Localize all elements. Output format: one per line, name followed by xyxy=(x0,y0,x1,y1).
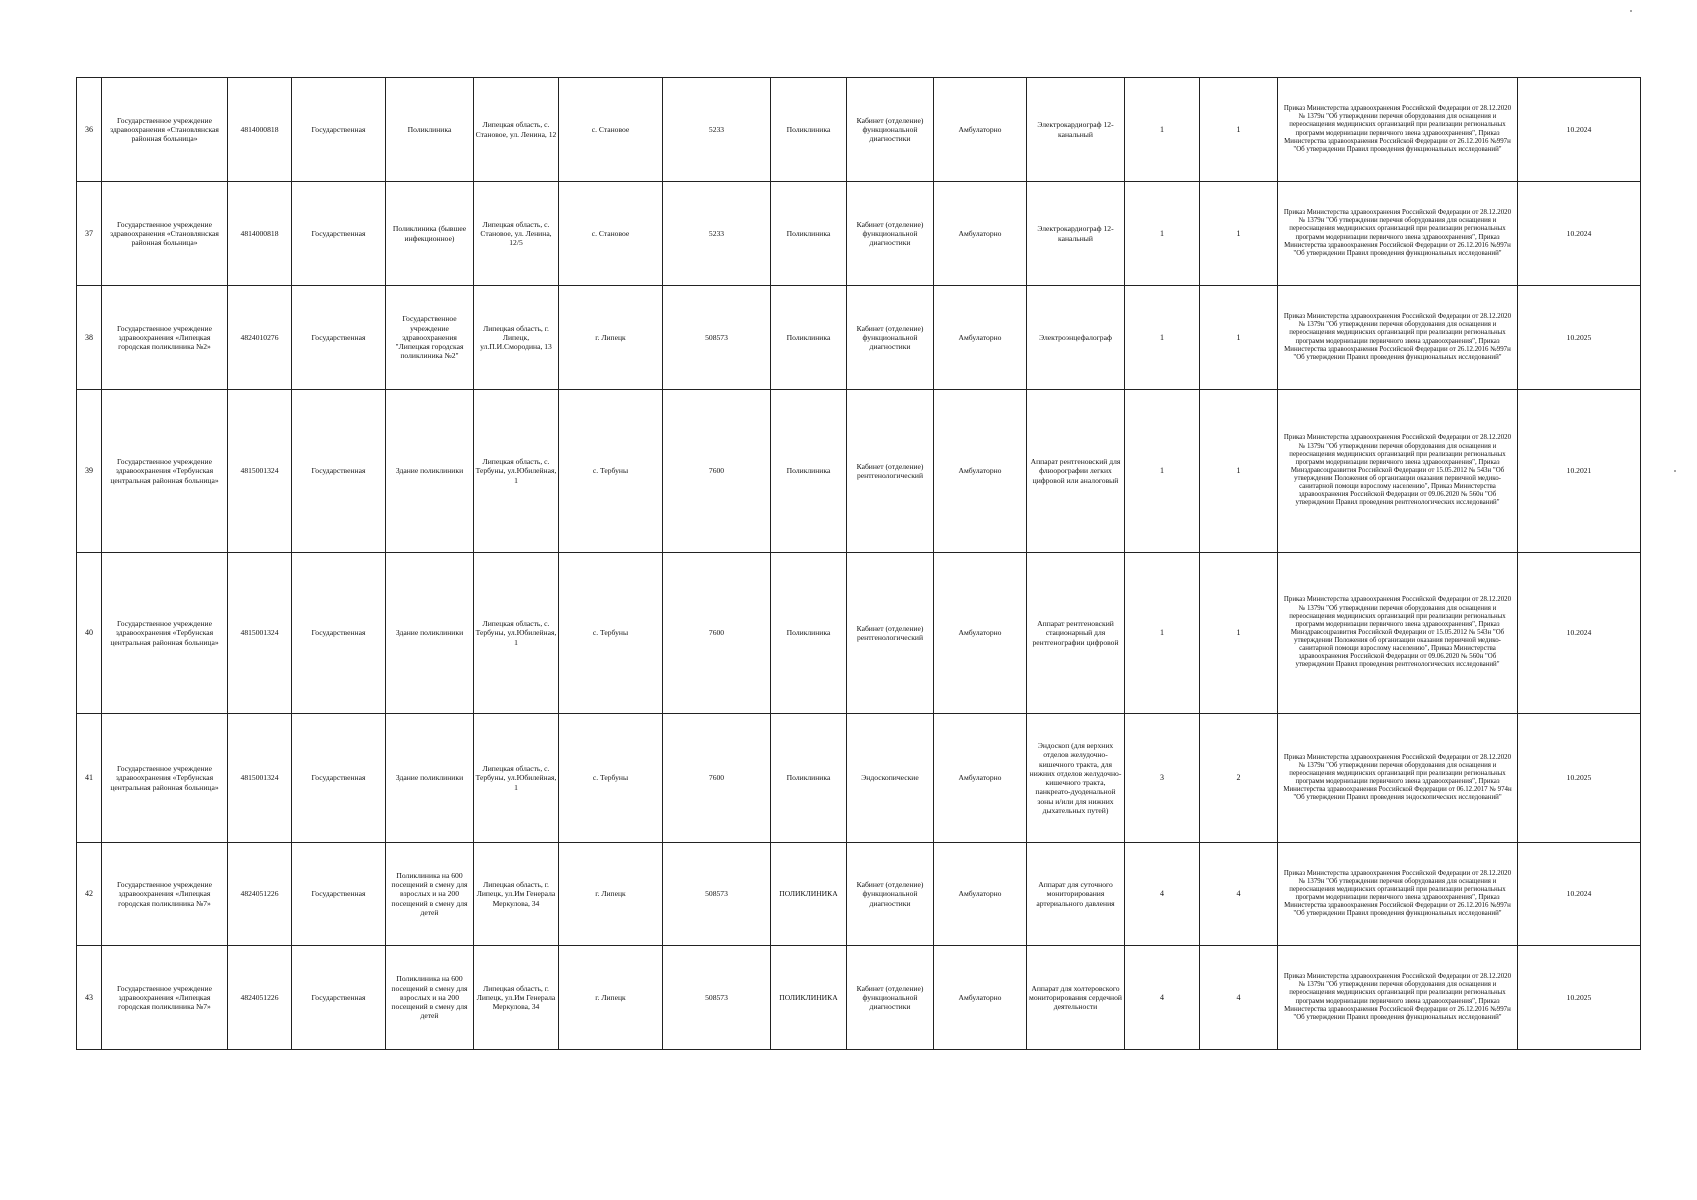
table-row xyxy=(77,78,1641,182)
care-conditions: Амбулаторно xyxy=(934,553,1027,714)
scan-speck xyxy=(1630,10,1632,12)
organization-name: Государственное учреждение здравоохранения «Становлянская районная больница» xyxy=(102,182,228,286)
row-number: 39 xyxy=(77,390,102,553)
settlement: с. Тербуны xyxy=(559,553,663,714)
organization-name: Государственное учреждение здравоохранения «Липецкая городская поликлиника №7» xyxy=(102,946,228,1050)
cabinet: Кабинет (отделение) функциональной диагностики xyxy=(847,286,934,390)
equipment-name: Аппарат для суточного мониторирования артериального давления xyxy=(1027,843,1125,946)
table-row xyxy=(77,946,1641,1050)
building-name: Поликлиника xyxy=(386,78,474,182)
cabinet: Кабинет (отделение) функциональной диагностики xyxy=(847,78,934,182)
row-number: 43 xyxy=(77,946,102,1050)
facility-type: Поликлиника xyxy=(771,714,847,843)
row-number: 40 xyxy=(77,553,102,714)
quantity-required: 4 xyxy=(1125,946,1200,1050)
quantity-planned: 4 xyxy=(1200,946,1278,1050)
quantity-required: 1 xyxy=(1125,182,1200,286)
ownership-form: Государственная xyxy=(292,714,386,843)
legal-basis: Приказ Министерства здравоохранения Российской Федерации от 28.12.2020 № 1379н "Об утверждении перечня оборудования для оснащения и переоснащения медицинских организаций при реализации региональных программ модернизации первичного звена здравоохранения", Приказ Министерства здравоохранения Российской Федерации от 26.12.2016 №997н "Об утверждении Правил проведения функциональных исследований" xyxy=(1278,78,1518,182)
organization-code: 4815001324 xyxy=(228,553,292,714)
care-conditions: Амбулаторно xyxy=(934,946,1027,1050)
row-number: 42 xyxy=(77,843,102,946)
organization-name: Государственное учреждение здравоохранения «Становлянская районная больница» xyxy=(102,78,228,182)
ownership-form: Государственная xyxy=(292,946,386,1050)
table-row xyxy=(77,714,1641,843)
facility-type: Поликлиника xyxy=(771,390,847,553)
delivery-date: 10.2025 xyxy=(1518,946,1641,1050)
settlement: с. Становое xyxy=(559,182,663,286)
row-number: 41 xyxy=(77,714,102,843)
organization-name: Государственное учреждение здравоохранения «Липецкая городская поликлиника №7» xyxy=(102,843,228,946)
scan-speck xyxy=(1674,470,1676,472)
ownership-form: Государственная xyxy=(292,553,386,714)
ownership-form: Государственная xyxy=(292,182,386,286)
organization-code: 4824010276 xyxy=(228,286,292,390)
equipment-name: Электрокардиограф 12-канальный xyxy=(1027,78,1125,182)
table-row xyxy=(77,182,1641,286)
quantity-planned: 1 xyxy=(1200,553,1278,714)
equipment-name: Электроэнцефалограф xyxy=(1027,286,1125,390)
building-name: Здание поликлиники xyxy=(386,553,474,714)
row-number: 38 xyxy=(77,286,102,390)
legal-basis: Приказ Министерства здравоохранения Российской Федерации от 28.12.2020 № 1379н "Об утверждении перечня оборудования для оснащения и переоснащения медицинских организаций при реализации региональных программ модернизации первичного звена здравоохранения", Приказ Министерства здравоохранения Российской Федерации от 26.12.2016 №997н "Об утверждении Правил проведения функциональных исследований" xyxy=(1278,946,1518,1050)
building-name: Здание поликлиники xyxy=(386,714,474,843)
cabinet: Эндоскопические xyxy=(847,714,934,843)
row-number: 36 xyxy=(77,78,102,182)
row-number: 37 xyxy=(77,182,102,286)
quantity-planned: 1 xyxy=(1200,78,1278,182)
quantity-required: 1 xyxy=(1125,553,1200,714)
facility-type: Поликлиника xyxy=(771,182,847,286)
facility-type: Поликлиника xyxy=(771,553,847,714)
population: 7600 xyxy=(663,714,771,843)
equipment-name: Электрокардиограф 12-канальный xyxy=(1027,182,1125,286)
address: Липецкая область, г. Липецк, ул.П.И.Смородина, 13 xyxy=(474,286,559,390)
address: Липецкая область, с. Тербуны, ул.Юбилейная, 1 xyxy=(474,553,559,714)
address: Липецкая область, с. Становое, ул. Ленина, 12/5 xyxy=(474,182,559,286)
ownership-form: Государственная xyxy=(292,286,386,390)
cabinet: Кабинет (отделение) рентгенологический xyxy=(847,390,934,553)
population: 7600 xyxy=(663,390,771,553)
facility-type: ПОЛИКЛИНИКА xyxy=(771,843,847,946)
settlement: с. Тербуны xyxy=(559,714,663,843)
quantity-planned: 1 xyxy=(1200,182,1278,286)
building-name: Поликлиника на 600 посещений в смену для взрослых и на 200 посещений в смену для детей xyxy=(386,843,474,946)
population: 5233 xyxy=(663,182,771,286)
building-name: Здание поликлиники xyxy=(386,390,474,553)
ownership-form: Государственная xyxy=(292,843,386,946)
population: 508573 xyxy=(663,946,771,1050)
equipment-register-table xyxy=(76,77,1641,1050)
delivery-date: 10.2024 xyxy=(1518,78,1641,182)
organization-name: Государственное учреждение здравоохранения «Тербунская центральная районная больница» xyxy=(102,714,228,843)
facility-type: ПОЛИКЛИНИКА xyxy=(771,946,847,1050)
population: 7600 xyxy=(663,553,771,714)
equipment-name: Аппарат рентгеновский стационарный для рентгенографии цифровой xyxy=(1027,553,1125,714)
facility-type: Поликлиника xyxy=(771,78,847,182)
organization-code: 4815001324 xyxy=(228,390,292,553)
organization-name: Государственное учреждение здравоохранения «Тербунская центральная районная больница» xyxy=(102,553,228,714)
legal-basis: Приказ Министерства здравоохранения Российской Федерации от 28.12.2020 № 1379н "Об утверждении перечня оборудования для оснащения и переоснащения медицинских организаций при реализации региональных программ модернизации первичного звена здравоохранения", Приказ Министерства здравоохранения Российской Федерации от 06.12.2017 № 974н "Об утверждении Правил проведения эндоскопических исследований" xyxy=(1278,714,1518,843)
quantity-required: 4 xyxy=(1125,843,1200,946)
quantity-required: 1 xyxy=(1125,390,1200,553)
cabinet: Кабинет (отделение) функциональной диагностики xyxy=(847,946,934,1050)
organization-code: 4814000818 xyxy=(228,182,292,286)
cabinet: Кабинет (отделение) функциональной диагностики xyxy=(847,843,934,946)
settlement: г. Липецк xyxy=(559,843,663,946)
building-name: Поликлиника на 600 посещений в смену для взрослых и на 200 посещений в смену для детей xyxy=(386,946,474,1050)
population: 508573 xyxy=(663,286,771,390)
care-conditions: Амбулаторно xyxy=(934,390,1027,553)
quantity-required: 3 xyxy=(1125,714,1200,843)
building-name: Поликлиника (бывшее инфекционное) xyxy=(386,182,474,286)
ownership-form: Государственная xyxy=(292,390,386,553)
quantity-required: 1 xyxy=(1125,286,1200,390)
organization-name: Государственное учреждение здравоохранения «Тербунская центральная районная больница» xyxy=(102,390,228,553)
care-conditions: Амбулаторно xyxy=(934,714,1027,843)
delivery-date: 10.2021 xyxy=(1518,390,1641,553)
settlement: г. Липецк xyxy=(559,946,663,1050)
delivery-date: 10.2024 xyxy=(1518,553,1641,714)
ownership-form: Государственная xyxy=(292,78,386,182)
table-row xyxy=(77,286,1641,390)
equipment-name: Эндоскоп (для верхних отделов желудочно-кишечного тракта, для нижних отделов желудочно-кишечного тракта, панкреато-дуоденальной зоны и/или для нижних дыхательных путей) xyxy=(1027,714,1125,843)
building-name: Государственное учреждение здравоохранения "Липецкая городская поликлиника №2" xyxy=(386,286,474,390)
quantity-planned: 1 xyxy=(1200,390,1278,553)
table-row xyxy=(77,553,1641,714)
table-row xyxy=(77,390,1641,553)
quantity-required: 1 xyxy=(1125,78,1200,182)
care-conditions: Амбулаторно xyxy=(934,78,1027,182)
settlement: с. Становое xyxy=(559,78,663,182)
organization-code: 4824051226 xyxy=(228,843,292,946)
legal-basis: Приказ Министерства здравоохранения Российской Федерации от 28.12.2020 № 1379н "Об утверждении перечня оборудования для оснащения и переоснащения медицинских организаций при реализации региональных программ модернизации первичного звена здравоохранения", Приказ Минздравсоцразвития Российской Федерации от 15.05.2012 № 543н "Об утверждении Положения об организации оказания первичной медико-санитарной помощи взрослому населению", Приказ Министерства здравоохранения Российской Федерации от 09.06.2020 № 560н "Об утверждении Правил проведения рентгенологических исследований" xyxy=(1278,553,1518,714)
care-conditions: Амбулаторно xyxy=(934,286,1027,390)
population: 508573 xyxy=(663,843,771,946)
organization-code: 4814000818 xyxy=(228,78,292,182)
equipment-name: Аппарат для холтеровского мониторирования сердечной деятельности xyxy=(1027,946,1125,1050)
legal-basis: Приказ Министерства здравоохранения Российской Федерации от 28.12.2020 № 1379н "Об утверждении перечня оборудования для оснащения и переоснащения медицинских организаций при реализации региональных программ модернизации первичного звена здравоохранения", Приказ Министерства здравоохранения Российской Федерации от 26.12.2016 №997н "Об утверждении Правил проведения функциональных исследований" xyxy=(1278,286,1518,390)
legal-basis: Приказ Министерства здравоохранения Российской Федерации от 28.12.2020 № 1379н "Об утверждении перечня оборудования для оснащения и переоснащения медицинских организаций при реализации региональных программ модернизации первичного звена здравоохранения", Приказ Министерства здравоохранения Российской Федерации от 26.12.2016 №997н "Об утверждении Правил проведения функциональных исследований" xyxy=(1278,182,1518,286)
cabinet: Кабинет (отделение) рентгенологический xyxy=(847,553,934,714)
address: Липецкая область, с. Тербуны, ул.Юбилейная, 1 xyxy=(474,390,559,553)
address: Липецкая область, г. Липецк, ул.Им Генерала Меркулова, 34 xyxy=(474,946,559,1050)
address: Липецкая область, с. Тербуны, ул.Юбилейная, 1 xyxy=(474,714,559,843)
population: 5233 xyxy=(663,78,771,182)
delivery-date: 10.2025 xyxy=(1518,286,1641,390)
legal-basis: Приказ Министерства здравоохранения Российской Федерации от 28.12.2020 № 1379н "Об утверждении перечня оборудования для оснащения и переоснащения медицинских организаций при реализации региональных программ модернизации первичного звена здравоохранения", Приказ Министерства здравоохранения Российской Федерации от 26.12.2016 №997н "Об утверждении Правил проведения функциональных исследований" xyxy=(1278,843,1518,946)
delivery-date: 10.2025 xyxy=(1518,714,1641,843)
care-conditions: Амбулаторно xyxy=(934,182,1027,286)
quantity-planned: 2 xyxy=(1200,714,1278,843)
care-conditions: Амбулаторно xyxy=(934,843,1027,946)
address: Липецкая область, с. Становое, ул. Ленина, 12 xyxy=(474,78,559,182)
facility-type: Поликлиника xyxy=(771,286,847,390)
equipment-name: Аппарат рентгеновский для флюорографии легких цифровой или аналоговый xyxy=(1027,390,1125,553)
delivery-date: 10.2024 xyxy=(1518,843,1641,946)
cabinet: Кабинет (отделение) функциональной диагностики xyxy=(847,182,934,286)
delivery-date: 10.2024 xyxy=(1518,182,1641,286)
address: Липецкая область, г. Липецк, ул.Им Генерала Меркулова, 34 xyxy=(474,843,559,946)
settlement: с. Тербуны xyxy=(559,390,663,553)
organization-name: Государственное учреждение здравоохранения «Липецкая городская поликлиника №2» xyxy=(102,286,228,390)
quantity-planned: 1 xyxy=(1200,286,1278,390)
organization-code: 4824051226 xyxy=(228,946,292,1050)
table-row xyxy=(77,843,1641,946)
legal-basis: Приказ Министерства здравоохранения Российской Федерации от 28.12.2020 № 1379н "Об утверждении перечня оборудования для оснащения и переоснащения медицинских организаций при реализации региональных программ модернизации первичного звена здравоохранения", Приказ Минздравсоцразвития Российской Федерации от 15.05.2012 № 543н "Об утверждении Положения об организации оказания первичной медико-санитарной помощи взрослому населению", Приказ Министерства здравоохранения Российской Федерации от 09.06.2020 № 560н "Об утверждении Правил проведения рентгенологических исследований" xyxy=(1278,390,1518,553)
organization-code: 4815001324 xyxy=(228,714,292,843)
settlement: г. Липецк xyxy=(559,286,663,390)
quantity-planned: 4 xyxy=(1200,843,1278,946)
